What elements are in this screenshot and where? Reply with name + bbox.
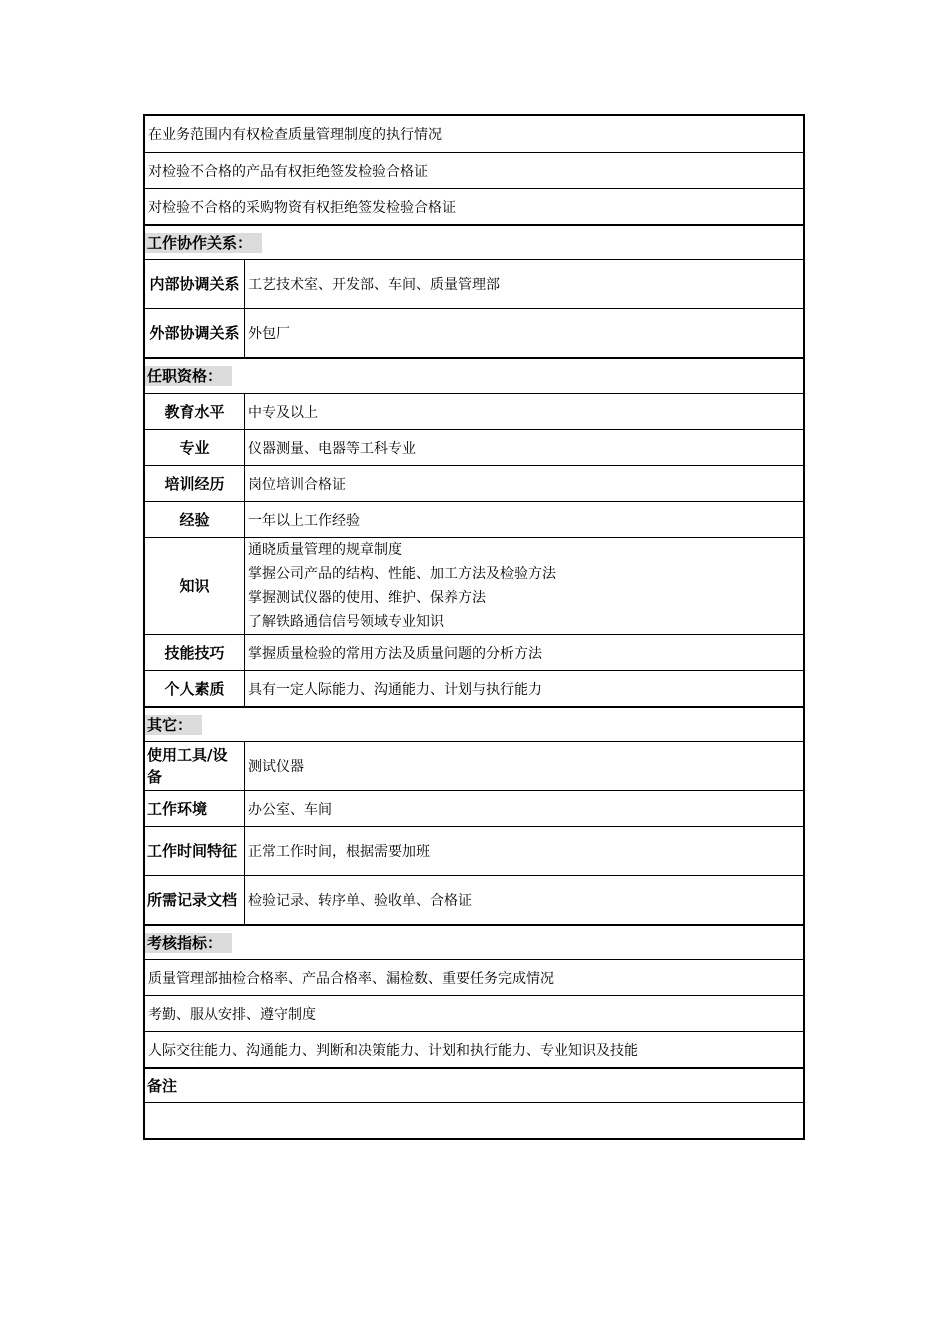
knowledge-line: 掌握测试仪器的使用、维护、保养方法 [248,590,486,606]
section-header-assessment [145,924,803,959]
records-row [145,875,803,924]
knowledge-value [245,538,803,634]
section-header-qualification [145,357,803,393]
assessment-row [145,959,803,995]
section-title: 工作协作关系： [145,233,262,253]
assessment-item: 人际交往能力、沟通能力、判断和决策能力、计划和执行能力、专业知识及技能 [148,1042,638,1059]
authority-row [145,188,803,224]
education-value: 中专及以上 [248,404,318,421]
major-value: 仪器测量、电器等工科专业 [248,440,416,457]
training-row [145,465,803,501]
authority-row [145,152,803,188]
assessment-item: 质量管理部抽检合格率、产品合格率、漏检数、重要任务完成情况 [148,970,554,987]
job-description-table [143,114,805,1140]
environment-value: 办公室、车间 [248,801,332,818]
authority-item: 在业务范围内有权检查质量管理制度的执行情况 [148,127,442,143]
skills-row [145,634,803,670]
education-row [145,393,803,429]
section-title: 考核指标： [145,933,232,953]
authority-item: 对检验不合格的产品有权拒绝签发检验合格证 [148,163,428,180]
notes-row [145,1102,803,1138]
authority-item: 对检验不合格的采购物资有权拒绝签发检验合格证 [148,199,456,216]
authority-row [145,116,803,152]
records-value: 检验记录、转序单、验收单、合格证 [248,893,472,909]
section-title: 任职资格： [145,366,232,386]
notes-value [145,1103,148,1138]
personal-quality-row [145,670,803,706]
external-coordination-row [145,308,803,357]
personal-quality-value: 具有一定人际能力、沟通能力、计划与执行能力 [248,681,542,698]
knowledge-line: 了解铁路通信信号领域专业知识 [248,614,444,630]
experience-row [145,501,803,537]
section-header-cooperation [145,224,803,259]
experience-value: 一年以上工作经验 [248,512,360,529]
knowledge-row [145,537,803,634]
major-row [145,429,803,465]
experience-label: 经验 [145,502,245,537]
tools-value: 测试仪器 [248,759,304,775]
knowledge-line: 掌握公司产品的结构、性能、加工方法及检验方法 [248,566,556,582]
skills-value: 掌握质量检验的常用方法及质量问题的分析方法 [248,645,542,662]
notes-label: 备注 [147,1077,178,1095]
tools-label: 使用工具/设备 [145,742,245,790]
records-label: 所需记录文档 [145,876,245,924]
work-time-row [145,826,803,875]
notes-header-row [145,1067,803,1102]
assessment-row [145,995,803,1031]
training-label: 培训经历 [145,466,245,501]
knowledge-label: 知识 [145,538,245,634]
internal-coordination-row [145,259,803,308]
section-title: 其它： [145,715,202,735]
assessment-row [145,1031,803,1067]
internal-coordination-label: 内部协调关系 [145,260,245,308]
section-header-other [145,706,803,741]
environment-row [145,790,803,826]
work-time-label: 工作时间特征 [145,827,245,875]
training-value: 岗位培训合格证 [248,476,346,493]
environment-label: 工作环境 [145,791,245,826]
personal-quality-label: 个人素质 [145,671,245,706]
tools-row [145,741,803,790]
assessment-item: 考勤、服从安排、遵守制度 [148,1006,316,1023]
education-label: 教育水平 [145,394,245,429]
work-time-value: 正常工作时间，根据需要加班 [248,844,430,860]
knowledge-line: 通晓质量管理的规章制度 [248,542,402,558]
internal-coordination-value: 工艺技术室、开发部、车间、质量管理部 [248,277,500,293]
major-label: 专业 [145,430,245,465]
skills-label: 技能技巧 [145,635,245,670]
external-coordination-value: 外包厂 [248,326,290,342]
external-coordination-label: 外部协调关系 [145,309,245,357]
